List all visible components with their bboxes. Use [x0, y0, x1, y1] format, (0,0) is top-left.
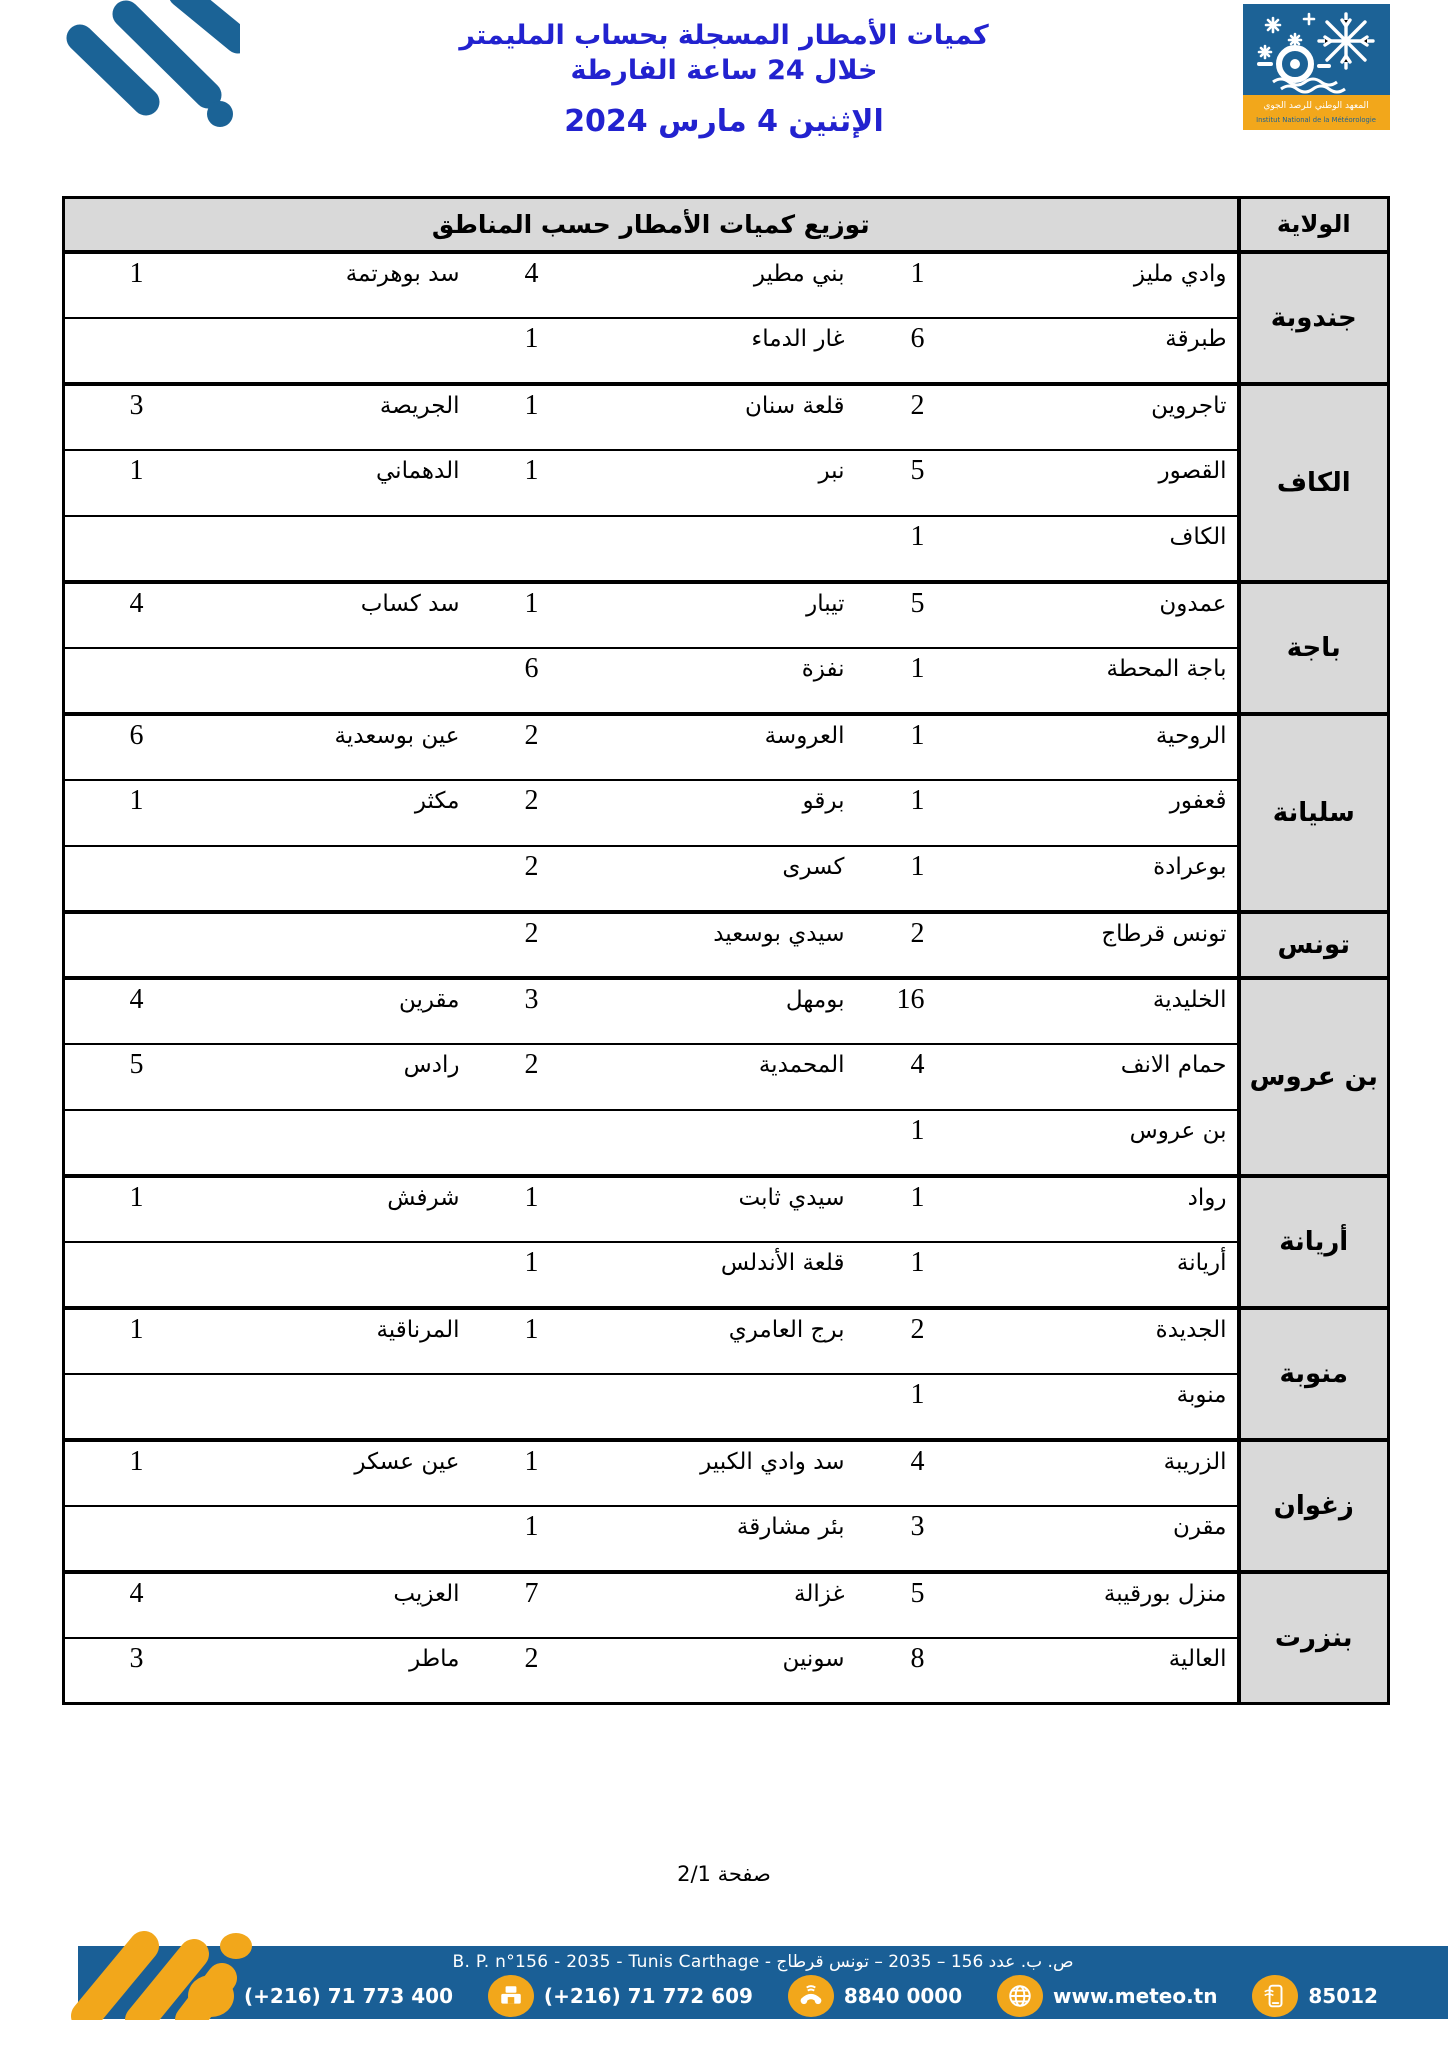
station-cell: العالية: [939, 1638, 1239, 1704]
station-cell: الروحية: [939, 714, 1239, 780]
value-cell-empty: [470, 516, 553, 582]
station-cell: سيدي بوسعيد: [553, 912, 855, 978]
governorate-column-header: الولاية: [1239, 198, 1389, 252]
footer-fax: [488, 1975, 753, 2017]
station-cell: غار الدماء: [553, 318, 855, 384]
station-cell: برقو: [553, 780, 855, 846]
station-cell-empty: [158, 846, 470, 912]
inm-logo-latin-text: Institut National de la Météorologie: [1256, 116, 1376, 124]
table-row: [64, 1242, 1389, 1308]
station-cell: مقرن: [939, 1506, 1239, 1572]
report-title: [0, 18, 1448, 139]
value-cell: 1: [64, 1176, 158, 1242]
station-cell: المرناقية: [158, 1308, 470, 1374]
value-cell: 5: [64, 1044, 158, 1110]
call-center-icon: [788, 1975, 834, 2017]
value-cell: 1: [64, 780, 158, 846]
station-cell: غزالة: [553, 1572, 855, 1638]
value-cell: 3: [64, 384, 158, 450]
value-cell: 1: [64, 1308, 158, 1374]
station-cell: نفزة: [553, 648, 855, 714]
table-row: [64, 318, 1389, 384]
station-cell: بئر مشارقة: [553, 1506, 855, 1572]
table-row: [64, 1308, 1389, 1374]
table-row: [64, 1506, 1389, 1572]
fax-icon: [488, 1975, 534, 2017]
station-cell: سد كساب: [158, 582, 470, 648]
table-row: [64, 384, 1389, 450]
value-cell: 1: [855, 252, 939, 318]
value-cell-empty: [470, 1110, 553, 1176]
value-cell: 1: [855, 1176, 939, 1242]
value-cell: 7: [470, 1572, 553, 1638]
station-cell: تونس قرطاج: [939, 912, 1239, 978]
station-cell-empty: [553, 516, 855, 582]
table-row: [64, 252, 1389, 318]
station-cell: سد بوهرتمة: [158, 252, 470, 318]
value-cell: 1: [470, 318, 553, 384]
table-row: [64, 450, 1389, 516]
station-cell: بوعرادة: [939, 846, 1239, 912]
value-cell: 2: [470, 1638, 553, 1704]
governorate-cell: جندوبة: [1239, 252, 1389, 384]
value-cell: 16: [855, 978, 939, 1044]
table-row: [64, 1638, 1389, 1704]
value-cell: 1: [470, 1440, 553, 1506]
value-cell: 2: [470, 714, 553, 780]
fax-number: (+216) 71 772 609: [543, 1984, 753, 2008]
website-url: www.meteo.tn: [1053, 1984, 1218, 2008]
station-cell-empty: [158, 648, 470, 714]
station-cell: سونين: [553, 1638, 855, 1704]
value-cell: 1: [470, 1506, 553, 1572]
station-cell: باجة المحطة: [939, 648, 1239, 714]
table-header-row: [64, 198, 1389, 252]
title-line-2: خلال 24 ساعة الفارطة: [570, 55, 878, 86]
station-cell: العروسة: [553, 714, 855, 780]
station-cell: ماطر: [158, 1638, 470, 1704]
station-cell: تاجروين: [939, 384, 1239, 450]
station-cell-empty: [158, 1374, 470, 1440]
value-cell: 5: [855, 450, 939, 516]
value-cell: 1: [470, 1308, 553, 1374]
table-row: [64, 1374, 1389, 1440]
value-cell: 2: [470, 912, 553, 978]
station-cell: طبرقة: [939, 318, 1239, 384]
value-cell-empty: [64, 1374, 158, 1440]
call-center-number: 8840 0000: [843, 1984, 963, 2008]
inm-emblem-logo: [1243, 4, 1390, 130]
distribution-header: توزيع كميات الأمطار حسب المناطق: [64, 198, 1239, 252]
value-cell: 1: [470, 582, 553, 648]
value-cell: 1: [855, 1374, 939, 1440]
value-cell-empty: [64, 648, 158, 714]
value-cell: 1: [470, 450, 553, 516]
value-cell: 6: [855, 318, 939, 384]
station-cell: منزل بورقيبة: [939, 1572, 1239, 1638]
station-cell: المحمدية: [553, 1044, 855, 1110]
footer-address: ص. ب. عدد 156 – 2035 – تونس قرطاج - B. P. n°156 - 2035 - Tunis Carthage: [452, 1952, 1074, 1972]
governorate-cell: باجة: [1239, 582, 1389, 714]
value-cell: 1: [855, 780, 939, 846]
governorate-cell: تونس: [1239, 912, 1389, 978]
station-cell-empty: [158, 1110, 470, 1176]
value-cell: 3: [64, 1638, 158, 1704]
station-cell-empty: [158, 516, 470, 582]
footer-call-center: [788, 1975, 962, 2017]
value-cell: 1: [470, 1242, 553, 1308]
station-cell: بن عروس: [939, 1110, 1239, 1176]
snowflake-icon: [1319, 14, 1373, 68]
station-cell: عين عسكر: [158, 1440, 470, 1506]
title-line-1: كميات الأمطار المسجلة بحساب المليمتر: [459, 20, 989, 51]
phone-number: (+216) 71 773 400: [244, 1984, 454, 2008]
station-cell: الزريبة: [939, 1440, 1239, 1506]
footer-website: [997, 1975, 1217, 2017]
value-cell: 3: [470, 978, 553, 1044]
phone-icon: ☎: [188, 1975, 234, 2017]
station-cell: سيدي ثابت: [553, 1176, 855, 1242]
table-row: [64, 1572, 1389, 1638]
station-cell: قلعة سنان: [553, 384, 855, 450]
station-cell: أريانة: [939, 1242, 1239, 1308]
globe-icon: [997, 1975, 1043, 2017]
station-cell: نبر: [553, 450, 855, 516]
value-cell: 2: [855, 1308, 939, 1374]
value-cell: 6: [470, 648, 553, 714]
station-cell: وادي مليز: [939, 252, 1239, 318]
value-cell: 4: [64, 1572, 158, 1638]
station-cell: رواد: [939, 1176, 1239, 1242]
table-row: [64, 978, 1389, 1044]
value-cell: 4: [855, 1440, 939, 1506]
station-cell: برج العامري: [553, 1308, 855, 1374]
governorate-cell: أريانة: [1239, 1176, 1389, 1308]
value-cell-empty: [64, 318, 158, 384]
station-cell-empty: [158, 1242, 470, 1308]
station-cell-empty: [158, 318, 470, 384]
station-cell-empty: [158, 1506, 470, 1572]
station-cell: سد وادي الكبير: [553, 1440, 855, 1506]
table-row: [64, 780, 1389, 846]
value-cell-empty: [64, 1242, 158, 1308]
station-cell: عين بوسعدية: [158, 714, 470, 780]
value-cell: 1: [470, 384, 553, 450]
sms-number: 85012: [1308, 1984, 1378, 2008]
value-cell: 2: [470, 780, 553, 846]
footer-stripes-decoration: [56, 1904, 296, 2020]
station-cell: الكاف: [939, 516, 1239, 582]
value-cell: 4: [470, 252, 553, 318]
value-cell-empty: [470, 1374, 553, 1440]
table-row: [64, 516, 1389, 582]
value-cell: 1: [855, 1242, 939, 1308]
station-cell: مقرين: [158, 978, 470, 1044]
value-cell: 1: [855, 714, 939, 780]
station-cell-empty: [553, 1110, 855, 1176]
value-cell: 1: [855, 648, 939, 714]
station-cell: ڤعفور: [939, 780, 1239, 846]
value-cell: 2: [470, 846, 553, 912]
value-cell-empty: [64, 1506, 158, 1572]
governorate-cell: زغوان: [1239, 1440, 1389, 1572]
value-cell-empty: [64, 912, 158, 978]
value-cell: 1: [64, 1440, 158, 1506]
governorate-cell: الكاف: [1239, 384, 1389, 582]
table-row: [64, 714, 1389, 780]
table-row: [64, 1176, 1389, 1242]
rainfall-table: [62, 196, 1390, 1705]
value-cell: 5: [855, 1572, 939, 1638]
table-row: [64, 1044, 1389, 1110]
table-row: [64, 648, 1389, 714]
value-cell: 4: [855, 1044, 939, 1110]
value-cell: 8: [855, 1638, 939, 1704]
page-number: صفحة 2/1: [677, 1862, 771, 1886]
value-cell: 2: [470, 1044, 553, 1110]
footer-sms: [1252, 1975, 1378, 2017]
governorate-cell: بن عروس: [1239, 978, 1389, 1176]
station-cell: قلعة الأندلس: [553, 1242, 855, 1308]
value-cell: 1: [470, 1176, 553, 1242]
value-cell: 2: [855, 912, 939, 978]
table-row: [64, 846, 1389, 912]
station-cell: بني مطير: [553, 252, 855, 318]
value-cell: 1: [855, 846, 939, 912]
sms-icon: [1252, 1975, 1298, 2017]
station-cell: حمام الانف: [939, 1044, 1239, 1110]
value-cell-empty: [64, 516, 158, 582]
station-cell: القصور: [939, 450, 1239, 516]
station-cell: عمدون: [939, 582, 1239, 648]
value-cell: 1: [855, 516, 939, 582]
station-cell: منوبة: [939, 1374, 1239, 1440]
report-date: الإثنين 4 مارس 2024: [564, 104, 884, 139]
value-cell: 2: [855, 384, 939, 450]
station-cell: رادس: [158, 1044, 470, 1110]
value-cell: 4: [64, 978, 158, 1044]
value-cell-empty: [64, 846, 158, 912]
value-cell: 3: [855, 1506, 939, 1572]
station-cell: الجريصة: [158, 384, 470, 450]
station-cell: الجديدة: [939, 1308, 1239, 1374]
inm-logo-arabic-text: المعهد الوطني للرصد الجوي: [1263, 101, 1369, 111]
station-cell: العزيب: [158, 1572, 470, 1638]
value-cell: 1: [64, 252, 158, 318]
value-cell: 6: [64, 714, 158, 780]
station-cell: شرفش: [158, 1176, 470, 1242]
station-cell: مكثر: [158, 780, 470, 846]
value-cell: 1: [64, 450, 158, 516]
station-cell: الخليدية: [939, 978, 1239, 1044]
governorate-cell: بنزرت: [1239, 1572, 1389, 1704]
table-row: [64, 1110, 1389, 1176]
station-cell: تيبار: [553, 582, 855, 648]
table-row: [64, 1440, 1389, 1506]
value-cell: 4: [64, 582, 158, 648]
governorate-cell: سليانة: [1239, 714, 1389, 912]
station-cell-empty: [553, 1374, 855, 1440]
table-row: [64, 912, 1389, 978]
station-cell: بومهل: [553, 978, 855, 1044]
value-cell: 5: [855, 582, 939, 648]
station-cell-empty: [158, 912, 470, 978]
value-cell-empty: [64, 1110, 158, 1176]
governorate-cell: منوبة: [1239, 1308, 1389, 1440]
value-cell: 1: [855, 1110, 939, 1176]
table-row: [64, 582, 1389, 648]
station-cell: الدهماني: [158, 450, 470, 516]
station-cell: كسرى: [553, 846, 855, 912]
